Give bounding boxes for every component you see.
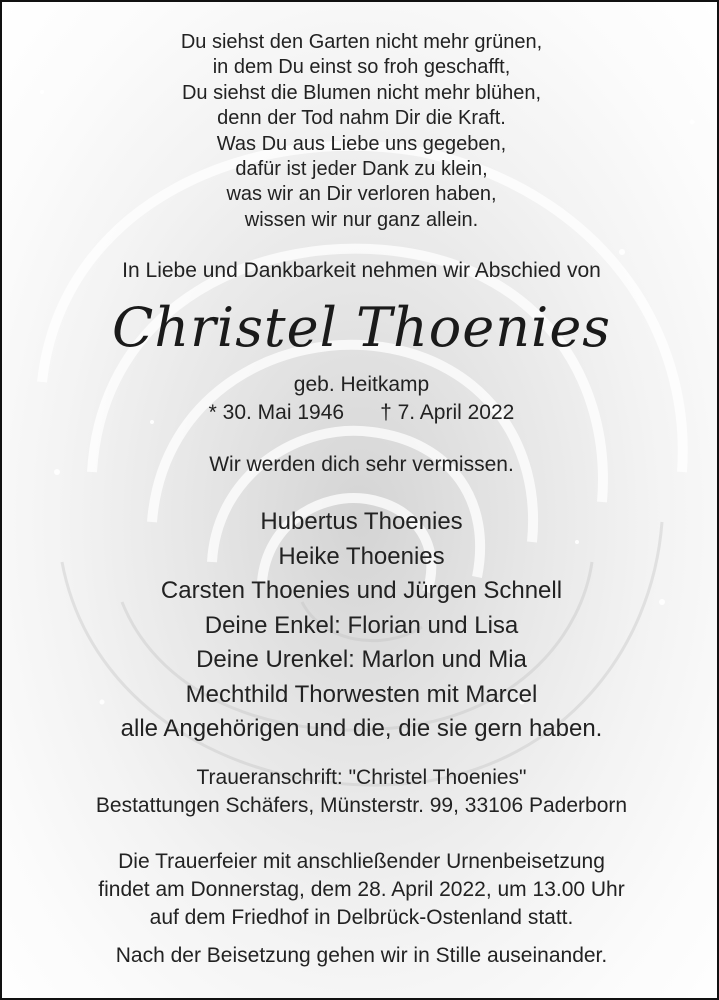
poem-line: denn der Tod nahm Dir die Kraft. [217, 107, 506, 130]
poem-line: Was Du aus Liebe uns gegeben, [216, 132, 507, 155]
address-line: Bestattungen Schäfers, Münsterstr. 99, 33106 Paderborn [95, 794, 628, 817]
service-line: Die Trauerfeier mit anschließender Urnenbeisetzung [118, 850, 605, 873]
mourner-entry: alle Angehörigen und die, die sie gern haben. [120, 715, 603, 742]
closing-text: Nach der Beisetzung gehen wir in Stille auseinander. [115, 944, 608, 967]
mourner-entry: Heike Thoenies [278, 542, 445, 570]
poem-line: wissen wir nur ganz allein. [244, 208, 479, 231]
poem [2, 30, 719, 233]
poem-line: was wir an Dir verloren haben, [226, 183, 497, 206]
address-line: Traueranschrift: "Christel Thoenies" [196, 766, 527, 789]
mourner-entry: Carsten Thoenies und Jürgen Schnell [160, 577, 563, 604]
mourners-list [2, 505, 719, 747]
mourner-entry: Deine Urenkel: Marlon und Mia [196, 646, 527, 673]
service-line: auf dem Friedhof in Delbrück-Ostenland statt. [149, 906, 574, 929]
birth-name: geb. Heitkamp [293, 373, 430, 396]
farewell-text: Wir werden dich sehr vermissen. [209, 453, 514, 476]
poem-line: Du siehst den Garten nicht mehr grünen, [180, 31, 543, 53]
deceased-name: Christel Thoenies [112, 296, 611, 359]
poem-line: in dem Du einst so froh geschafft, [212, 56, 511, 79]
mourning-address [2, 764, 719, 820]
intro-text: In Liebe und Dankbarkeit nehmen wir Abschied von [122, 259, 601, 282]
mourner-entry: Hubertus Thoenies [260, 508, 463, 535]
poem-line: Du siehst die Blumen nicht mehr blühen, [181, 81, 542, 104]
funeral-service-info [2, 848, 719, 932]
poem-line: dafür ist jeder Dank zu klein, [235, 158, 488, 181]
mourner-entry: Deine Enkel: Florian und Lisa [204, 611, 519, 639]
birth-date: * 30. Mai 1946 [208, 401, 345, 424]
death-date: † 7. April 2022 [380, 401, 515, 424]
mourner-entry: Mechthild Thorwesten mit Marcel [185, 680, 538, 708]
life-dates [2, 399, 719, 426]
service-line: findet am Donnerstag, dem 28. April 2022, um 13.00 Uhr [98, 878, 625, 901]
